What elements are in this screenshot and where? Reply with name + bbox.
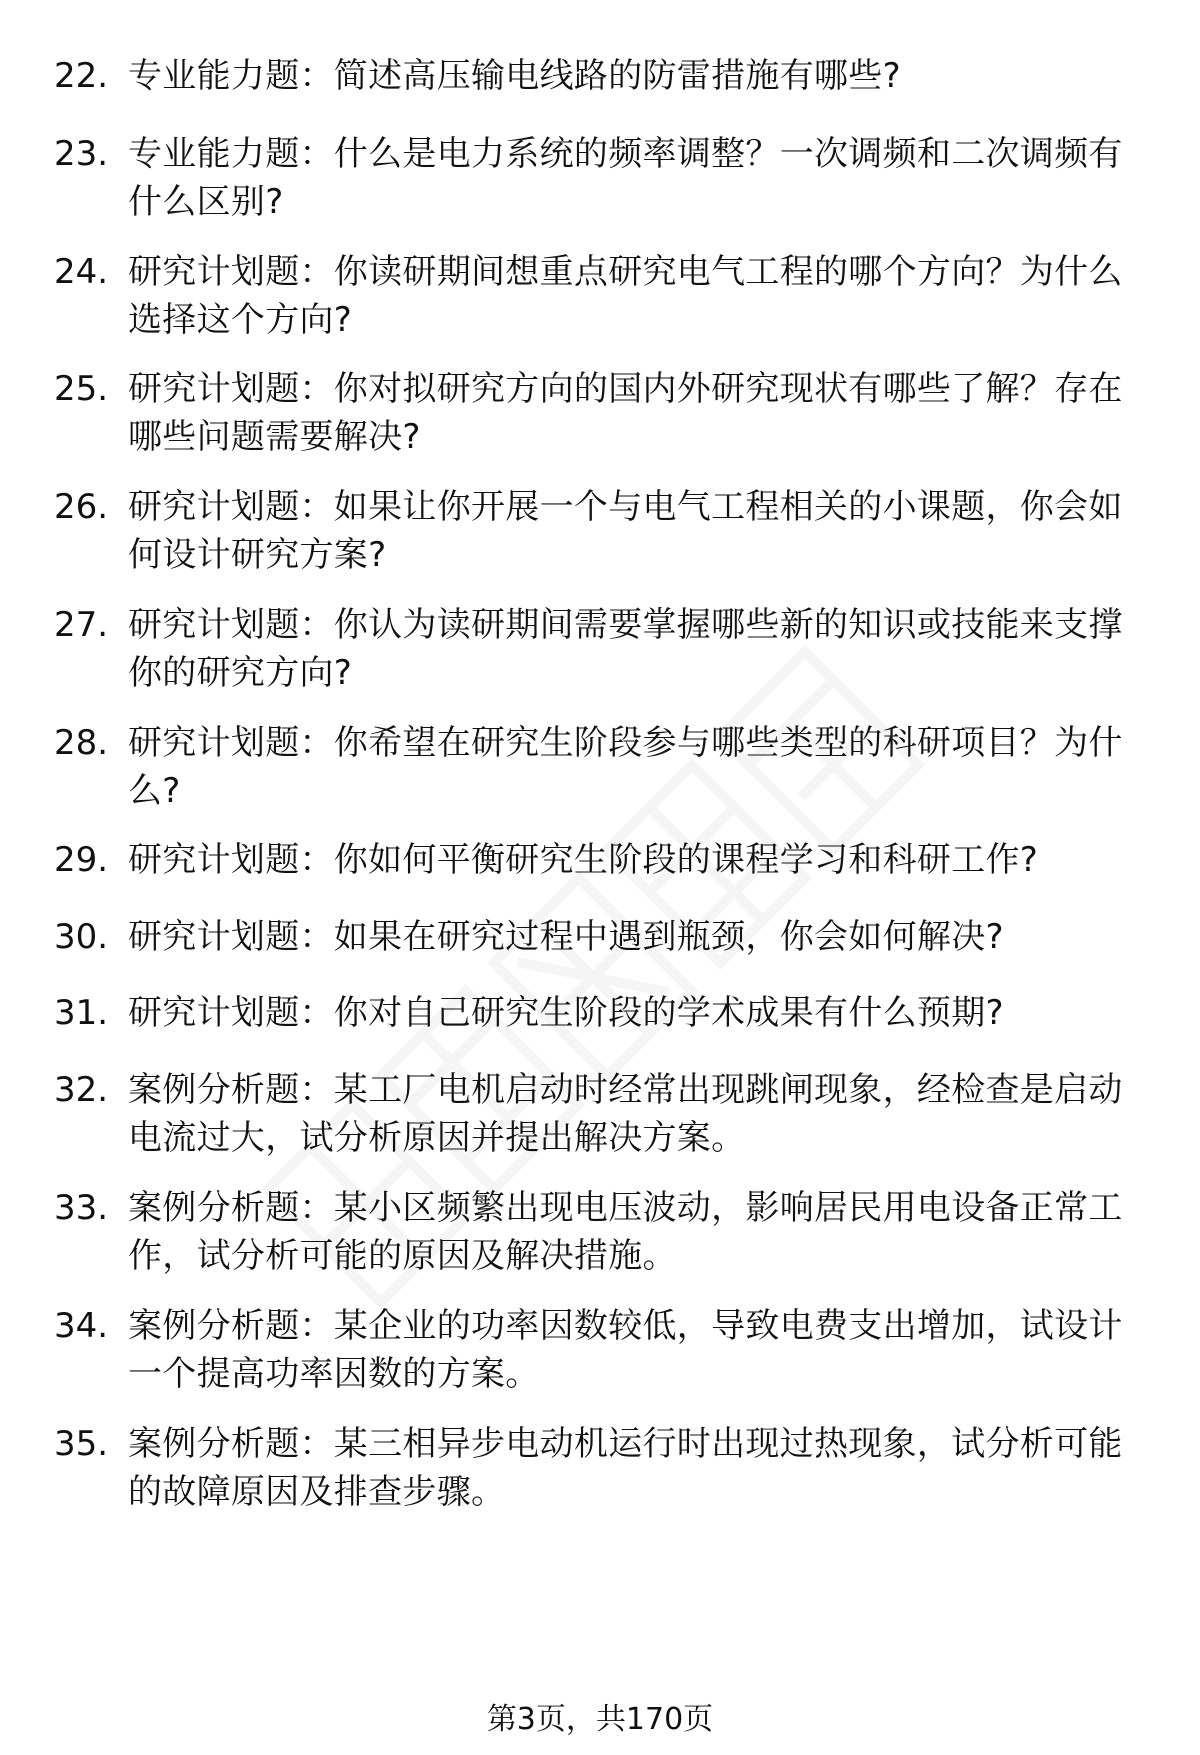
question-number: 26. <box>54 487 109 527</box>
question-number: 28. <box>54 723 109 763</box>
question-number: 29. <box>54 840 109 880</box>
question-number: 24. <box>54 252 109 292</box>
question-number: 25. <box>54 369 109 409</box>
question-text: 案例分析题：某三相异步电动机运行时出现过热现象，试分析可能的故障原因及排查步骤。 <box>128 1424 1123 1512</box>
question-text: 专业能力题：简述高压输电线路的防雷措施有哪些? <box>128 56 901 96</box>
question-text: 研究计划题：你对自己研究生阶段的学术成果有什么预期? <box>128 993 1004 1033</box>
question-number: 31. <box>54 993 109 1033</box>
question-number: 23. <box>54 134 109 174</box>
question-number: 32. <box>54 1070 109 1110</box>
question-text: 案例分析题：某企业的功率因数较低，导致电费支出增加，试设计一个提高功率因数的方案。 <box>128 1306 1123 1394</box>
question-number: 30. <box>54 917 109 957</box>
question-number: 34. <box>54 1306 109 1346</box>
page-footer <box>0 1700 1200 1740</box>
page-number-label: 第3页，共170页 <box>486 1702 714 1737</box>
question-number: 33. <box>54 1188 109 1228</box>
question-text: 研究计划题：你认为读研期间需要掌握哪些新的知识或技能来支撑你的研究方向? <box>128 605 1123 693</box>
question-text: 案例分析题：某工厂电机启动时经常出现跳闸现象，经检查是启动电流过大，试分析原因并提出解决方案。 <box>128 1070 1123 1158</box>
question-number: 35. <box>54 1424 109 1464</box>
question-text: 研究计划题：你对拟研究方向的国内外研究现状有哪些了解？存在哪些问题需要解决? <box>128 369 1123 457</box>
question-number: 27. <box>54 605 109 645</box>
question-text: 案例分析题：某小区频繁出现电压波动，影响居民用电设备正常工作，试分析可能的原因及解决措施。 <box>128 1188 1123 1276</box>
question-text: 研究计划题：如果让你开展一个与电气工程相关的小课题，你会如何设计研究方案? <box>128 487 1123 575</box>
question-text: 研究计划题：你读研期间想重点研究电气工程的哪个方向？为什么选择这个方向? <box>128 252 1123 340</box>
question-text: 专业能力题：什么是电力系统的频率调整？一次调频和二次调频有什么区别? <box>128 134 1123 222</box>
question-text: 研究计划题：如果在研究过程中遇到瓶颈，你会如何解决? <box>128 917 1004 957</box>
question-text: 研究计划题：你如何平衡研究生阶段的课程学习和科研工作? <box>128 840 1039 880</box>
question-text: 研究计划题：你希望在研究生阶段参与哪些类型的科研项目？为什么? <box>128 723 1123 811</box>
question-number: 22. <box>54 56 109 96</box>
